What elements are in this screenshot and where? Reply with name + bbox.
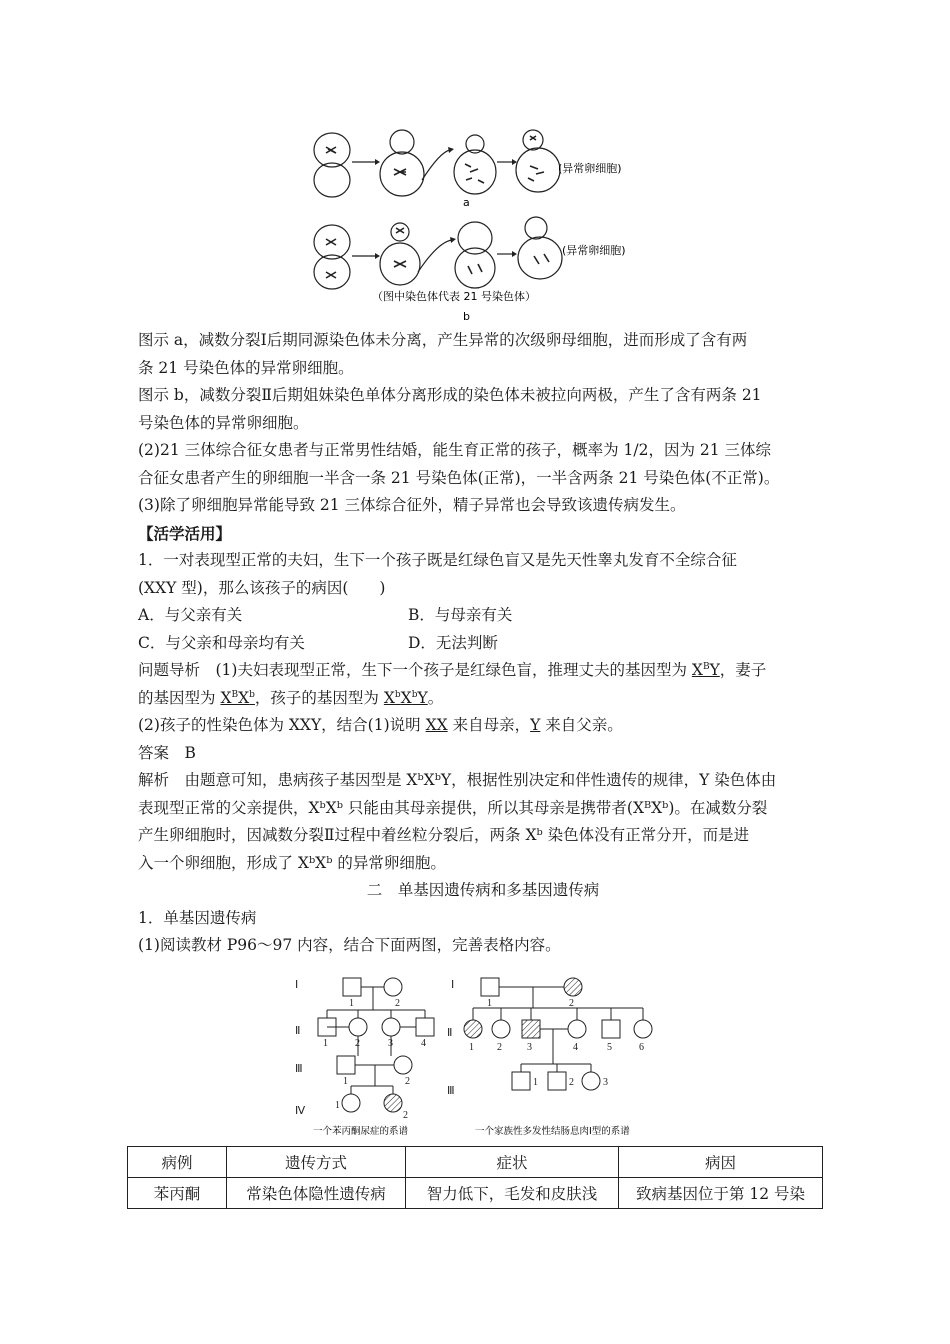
analysis-line4: 入一个卵细胞，形成了 XᵇXᵇ 的异常卵细胞。 xyxy=(138,853,446,872)
section-tag: 【活学活用】 xyxy=(138,523,232,543)
abnormal-egg-label-b: (异常卵细胞) xyxy=(562,244,626,257)
svg-text:1: 1 xyxy=(335,1100,340,1111)
genotype-part: X xyxy=(238,688,250,707)
item1-heading: 1．单基因遗传病 xyxy=(138,908,257,927)
svg-text:2: 2 xyxy=(395,998,400,1009)
option-c[interactable]: C．与父亲和母亲均有关 xyxy=(138,633,305,652)
gen-label-1b: Ⅰ xyxy=(451,979,455,991)
wife-genotype xyxy=(220,689,254,707)
figure-b-caption: （图中染色体代表 21 号染色体） xyxy=(372,290,536,303)
body-text xyxy=(138,327,828,960)
item1-sub: (1)阅读教材 P96～97 内容，结合下面两图，完善表格内容。 xyxy=(138,936,561,954)
svg-text:1: 1 xyxy=(469,1042,474,1053)
svg-text:3: 3 xyxy=(603,1077,608,1088)
table-cell: 智力低下，毛发和皮肤浅 xyxy=(406,1178,619,1209)
guide-text: 来自母亲， xyxy=(447,716,531,734)
para4: (3)除了卵细胞异常能导致 21 三体综合征外，精子异常也会导致该遗传病发生。 xyxy=(138,496,686,514)
guide-text: 问题导析 (1)夫妇表现型正常，生下一个孩子是红绿色盲，推理丈夫的基因型为 xyxy=(138,661,692,679)
child-genotype xyxy=(384,689,428,707)
table-header: 病因 xyxy=(619,1147,823,1178)
guide-line2 xyxy=(138,685,828,713)
guide-text: ，孩子的基因型为 xyxy=(254,688,384,707)
guide-line1 xyxy=(138,657,828,685)
analysis-line1: 解析 由题意可知，患病孩子基因型是 XᵇXᵇY，根据性别决定和伴性遗传的规律，Y 染色体由 xyxy=(138,771,777,789)
pedigree-figure xyxy=(285,968,665,1138)
guide-line3 xyxy=(138,712,828,740)
genotype-sup: b xyxy=(249,689,255,700)
meiosis-figure-a xyxy=(300,122,640,210)
para3-line2: 合征女患者产生的卵细胞一半含一条 21 号染色体(正常)，一半含两条 21 号染色体(不正常)。 xyxy=(138,468,780,487)
genotype-sup: b xyxy=(394,689,401,700)
genotype-part: Y xyxy=(417,688,428,707)
table-header: 遗传方式 xyxy=(227,1147,406,1178)
question1-line2: (XXY 型)，那么该孩子的病因( ) xyxy=(138,578,386,597)
figure-a-label: a xyxy=(463,196,470,209)
svg-text:1: 1 xyxy=(343,1076,348,1087)
pedigree-caption-left: 一个苯丙酮尿症的系谱 xyxy=(313,1126,409,1137)
svg-text:6: 6 xyxy=(639,1042,644,1053)
section2-title: 二 单基因遗传病和多基因遗传病 xyxy=(366,881,600,899)
guide-text: 的基因型为 xyxy=(138,688,221,707)
gen-label-1: Ⅰ xyxy=(295,979,299,991)
guide-text: 。 xyxy=(427,688,444,707)
svg-text:2: 2 xyxy=(569,998,574,1009)
abnormal-egg-label-a: (异常卵细胞) xyxy=(558,162,622,175)
option-a[interactable]: A．与父亲有关 xyxy=(138,606,243,624)
analysis-line3: 产生卵细胞时，因减数分裂Ⅱ过程中着丝粒分裂后，两条 Xᵇ 染色体没有正常分开，而是进 xyxy=(138,826,750,844)
genotype-sup: B xyxy=(702,661,710,672)
xx-underlined: XX xyxy=(425,716,448,734)
svg-text:2: 2 xyxy=(405,1076,410,1087)
para1-line2: 条 21 号染色体的异常卵细胞。 xyxy=(138,358,354,377)
options-row1 xyxy=(138,602,828,630)
svg-text:1: 1 xyxy=(349,998,354,1009)
svg-text:4: 4 xyxy=(573,1042,578,1053)
gen-label-3: Ⅲ xyxy=(295,1063,303,1075)
svg-text:2: 2 xyxy=(497,1042,502,1053)
genotype-part: X xyxy=(691,661,703,679)
answer: 答案 B xyxy=(138,743,196,762)
pedigree-caption-right: 一个家族性多发性结肠息肉Ⅰ型的系谱 xyxy=(475,1126,630,1137)
genotype-part: Y xyxy=(709,661,720,679)
para2-line2: 号染色体的异常卵细胞。 xyxy=(138,413,309,432)
genotype-sup: b xyxy=(411,689,418,700)
disease-table xyxy=(127,1146,823,1209)
table-cell: 苯丙酮 xyxy=(128,1178,227,1209)
genotype-sup: B xyxy=(231,689,239,700)
gen-label-3b: Ⅲ xyxy=(447,1085,455,1097)
option-b[interactable]: B．与母亲有关 xyxy=(408,606,513,624)
gen-label-2: Ⅱ xyxy=(295,1025,301,1037)
gen-label-2b: Ⅱ xyxy=(447,1027,453,1039)
genotype-part: X xyxy=(220,688,232,707)
table-cell: 致病基因位于第 12 号染 xyxy=(619,1178,823,1209)
svg-text:1: 1 xyxy=(533,1077,538,1088)
option-d[interactable]: D．无法判断 xyxy=(408,633,498,652)
figure-b-label: b xyxy=(463,310,470,323)
svg-text:3: 3 xyxy=(388,1038,393,1049)
meiosis-figure-b xyxy=(300,214,640,326)
svg-text:2: 2 xyxy=(569,1077,574,1088)
table-header: 病例 xyxy=(128,1147,227,1178)
table-header-row xyxy=(128,1147,823,1178)
genotype-part: X xyxy=(383,688,395,707)
svg-text:2: 2 xyxy=(403,1110,408,1121)
guide-text: (2)孩子的性染色体为 XXY，结合(1)说明 xyxy=(138,716,426,734)
svg-text:3: 3 xyxy=(527,1042,532,1053)
table-header: 症状 xyxy=(406,1147,619,1178)
guide-text: ，妻子 xyxy=(719,661,767,679)
husband-genotype xyxy=(692,661,720,679)
para3-line1: (2)21 三体综合征女患者与正常男性结婚，能生育正常的孩子，概率为 1/2，因为 21 三体综 xyxy=(138,441,772,459)
y-underlined: Y xyxy=(530,716,541,734)
table-row xyxy=(128,1178,823,1209)
analysis-line2: 表现型正常的父亲提供，XᵇXᵇ 只能由其母亲提供，所以其母亲是携带者(XᴮXᵇ)。在减数分裂 xyxy=(138,798,768,817)
para1-line1: 图示 a，减数分裂Ⅰ后期同源染色体未分离，产生异常的次级卵母细胞，进而形成了含有两 xyxy=(138,331,748,349)
question1-line1: 1．一对表现型正常的夫妇，生下一个孩子既是红绿色盲又是先天性睾丸发育不全综合征 xyxy=(138,551,737,569)
gen-label-4: Ⅳ xyxy=(295,1105,306,1117)
options-row2 xyxy=(138,630,828,658)
svg-text:5: 5 xyxy=(607,1042,612,1053)
svg-text:1: 1 xyxy=(323,1038,328,1049)
svg-text:2: 2 xyxy=(355,1038,360,1049)
guide-text: 来自父亲。 xyxy=(540,716,623,734)
svg-text:4: 4 xyxy=(421,1038,426,1049)
svg-text:1: 1 xyxy=(487,998,492,1009)
table-cell: 常染色体隐性遗传病 xyxy=(227,1178,406,1209)
para2-line1: 图示 b，减数分裂Ⅱ后期姐妹染色单体分离形成的染色体未被拉向两极，产生了含有两条 21 xyxy=(138,386,762,404)
genotype-part: X xyxy=(400,688,412,707)
